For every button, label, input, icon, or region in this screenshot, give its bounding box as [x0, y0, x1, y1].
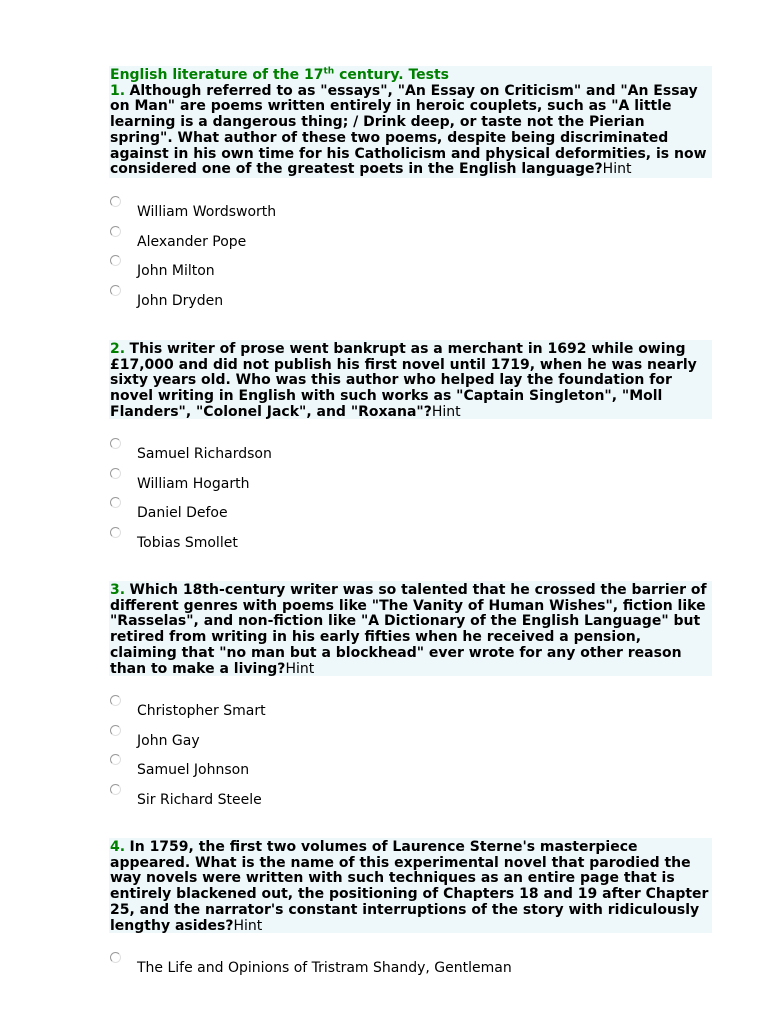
- answer-option[interactable]: [109, 497, 712, 527]
- title-main: English literature of the 17: [110, 67, 324, 83]
- title-superscript: th: [323, 66, 335, 77]
- hint-link[interactable]: Hint: [285, 660, 315, 677]
- radio-button[interactable]: [110, 468, 121, 479]
- radio-button[interactable]: [110, 255, 121, 266]
- answer-option[interactable]: [109, 754, 712, 784]
- quiz-page: [109, 66, 712, 982]
- question-text: Which 18th-century writer was so talented that he crossed the barrier of different genres with poems like "The Vanity of Human Wishes", fiction like "Rasselas", and non-fiction like "A Dictionary of the English Language" but retired from writing in his early fifties when he received a pension, claiming that "no man but a blockhead" ever wrote for any other reason than to make a living?: [110, 582, 707, 677]
- question-number: 2.: [110, 341, 126, 357]
- answer-option[interactable]: [109, 784, 712, 814]
- question-2-block: [109, 340, 712, 419]
- answer-options: [109, 952, 712, 982]
- option-label: William Wordsworth: [137, 204, 277, 220]
- answer-option[interactable]: [109, 527, 712, 557]
- option-label: John Gay: [137, 732, 200, 749]
- answer-option[interactable]: [109, 438, 712, 468]
- question-number: 3.: [110, 582, 126, 598]
- option-label: Alexander Pope: [137, 233, 247, 250]
- option-label: Daniel Defoe: [137, 505, 228, 521]
- option-label: Samuel Richardson: [137, 446, 272, 462]
- answer-option[interactable]: [109, 285, 712, 315]
- answer-options: [109, 695, 712, 813]
- hint-link[interactable]: Hint: [602, 161, 632, 178]
- answer-options: [109, 438, 712, 556]
- question-3-block: [109, 581, 712, 676]
- radio-button[interactable]: [110, 784, 121, 795]
- radio-button[interactable]: [110, 497, 121, 508]
- question-number: 1.: [110, 82, 126, 99]
- answer-option[interactable]: [109, 725, 712, 755]
- radio-button[interactable]: [110, 196, 121, 207]
- radio-button[interactable]: [110, 754, 121, 765]
- radio-button[interactable]: [110, 438, 121, 449]
- option-label: Samuel Johnson: [137, 762, 250, 778]
- answer-option[interactable]: [109, 468, 712, 498]
- hint-link[interactable]: Hint: [431, 403, 461, 420]
- answer-option[interactable]: [109, 196, 712, 226]
- radio-button[interactable]: [110, 695, 121, 706]
- question-1-block: [109, 66, 712, 178]
- option-label: The Life and Opinions of Tristram Shandy, Gentleman: [137, 960, 512, 976]
- hint-link[interactable]: Hint: [233, 917, 263, 934]
- question-text: This writer of prose went bankrupt as a merchant in 1692 while owing £17,000 and did not publish his first novel until 1719, when he was nearly sixty years old. Who was this author who helped lay the foundation for novel writing in English with such works as "Captain Singleton", "Moll Flanders", "Colonel Jack", and "Roxana"?: [110, 341, 697, 420]
- question-text: In 1759, the first two volumes of Laurence Sterne's masterpiece appeared. What is the name of this experimental novel that parodied the way novels were written with such techniques as an entire page that is entirely blackened out, the positioning of Chapters 18 and 19 after Chapter 25, and the narrator's constant interruptions of the story with ridiculously lengthy asides?: [110, 839, 709, 934]
- radio-button[interactable]: [110, 952, 121, 963]
- radio-button[interactable]: [110, 725, 121, 736]
- answer-option[interactable]: [109, 255, 712, 285]
- option-label: John Dryden: [137, 292, 224, 309]
- option-label: Sir Richard Steele: [137, 791, 262, 808]
- option-label: Christopher Smart: [137, 703, 266, 719]
- option-label: William Hogarth: [137, 475, 250, 492]
- title-rest: century. Tests: [334, 67, 449, 83]
- page-title: [110, 68, 712, 84]
- radio-button[interactable]: [110, 226, 121, 237]
- question-4-block: [109, 838, 712, 933]
- answer-option[interactable]: [109, 952, 712, 982]
- radio-button[interactable]: [110, 527, 121, 538]
- answer-option[interactable]: [109, 695, 712, 725]
- option-label: John Milton: [137, 263, 215, 279]
- answer-options: [109, 196, 712, 314]
- answer-option[interactable]: [109, 226, 712, 256]
- question-number: 4.: [110, 839, 126, 855]
- radio-button[interactable]: [110, 285, 121, 296]
- question-text: Although referred to as "essays", "An Essay on Criticism" and "An Essay on Man" are poems written entirely in heroic couplets, such as "A little learning is a dangerous thing; / Drink deep, or taste not the Pierian spring". What author of these two poems, despite being discriminated against in his own time for his Catholicism and physical deformities, is now considered one of the greatest poets in the English language?: [110, 82, 707, 178]
- option-label: Tobias Smollet: [137, 534, 238, 551]
